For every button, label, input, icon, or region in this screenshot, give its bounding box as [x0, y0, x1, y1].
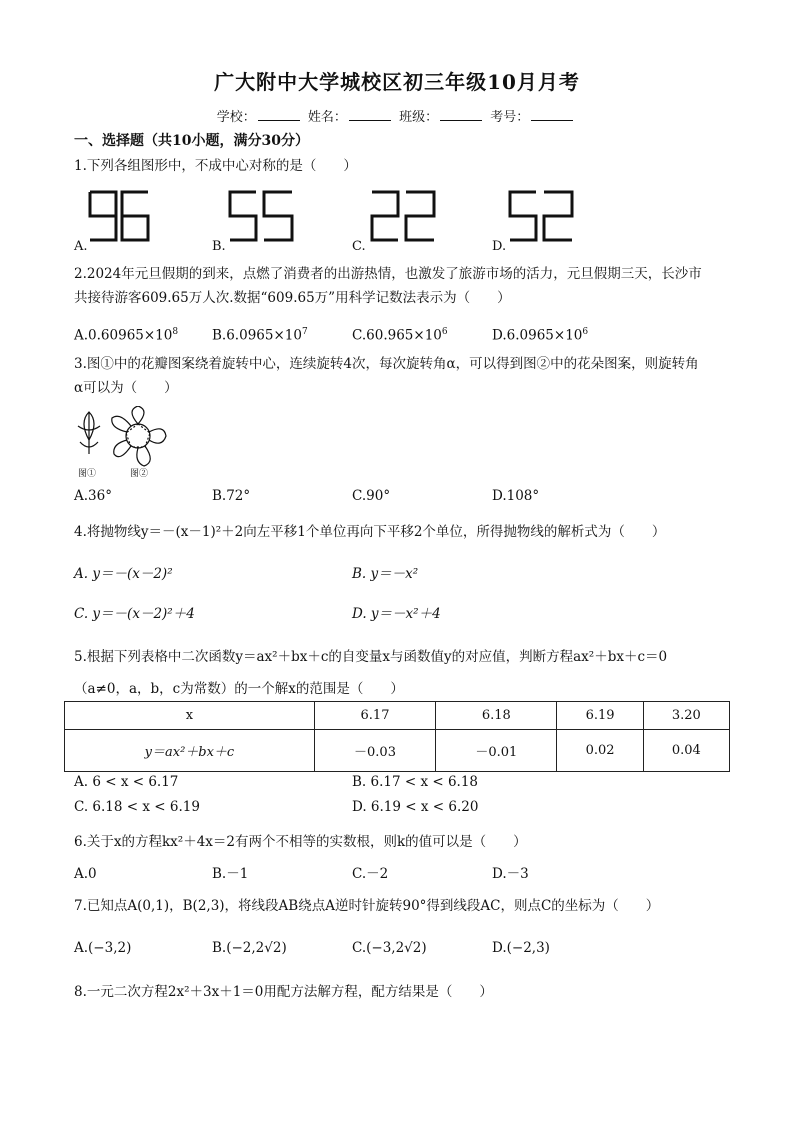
q2-stem-line2: 共接待游客609.65万人次.数据“609.65万”用科学记数法表示为（ ） — [74, 290, 511, 306]
q5-value-table — [64, 701, 730, 772]
table-cell: x — [65, 702, 315, 730]
q5-option-b: B. 6.17 < x < 6.18 — [352, 774, 479, 790]
exam-number-label: 考号： — [490, 110, 530, 125]
q3-option-c: C.90° — [352, 488, 391, 504]
q6-options — [74, 862, 734, 886]
q7-options — [74, 936, 734, 960]
q4-option-c: C. y＝－(x－2)²＋4 — [74, 606, 195, 622]
school-blank[interactable] — [258, 120, 300, 121]
q5-option-a: A. 6 < x < 6.17 — [74, 774, 179, 790]
q4-stem: 4.将抛物线y＝－(x－1)²＋2向左平移1个单位再向下平移2个单位，所得抛物线的解析式为（ ） — [74, 524, 666, 540]
table-cell: 0.02 — [557, 730, 643, 772]
q7-option-a: A.(−3,2) — [74, 940, 132, 956]
table-cell: －0.03 — [314, 730, 435, 772]
q3-option-b: B.72° — [212, 488, 251, 504]
q4-option-b: B. y＝－x² — [352, 566, 419, 582]
q5-stem-line2: （a≠0，a，b，c为常数）的一个解x的范围是（ ） — [74, 681, 404, 697]
q5-option-d: D. 6.19 < x < 6.20 — [352, 799, 479, 815]
table-cell: y＝ax²＋bx＋c — [65, 730, 315, 772]
q2-stem-line1: 2.2024年元旦假期的到来，点燃了消费者的出游热情，也激发了旅游市场的活力，元旦假期三天，长沙市 — [74, 266, 702, 282]
q2-option-b: $B.6.0965\times 10^7$ — [212, 327, 308, 344]
q5-stem-line1: 5.根据下列表格中二次函数y＝ax²＋bx＋c的自变量x与函数值y的对应值，判断方程ax²＋bx＋c＝0 — [74, 649, 668, 665]
q1-option-a-label: A. — [74, 239, 88, 254]
table-cell: 3.20 — [643, 702, 729, 730]
section-heading: 一、选择题（共10小题，满分30分） — [74, 133, 309, 149]
school-label: 学校： — [216, 110, 256, 125]
exam-number-blank[interactable] — [531, 120, 573, 121]
q3-options — [74, 484, 734, 508]
q7-stem: 7.已知点A(0,1)，B(2,3)，将线段AB绕点A逆时针旋转90°得到线段AC，则点C的坐标为（ ） — [74, 898, 660, 914]
q1-option-d-digits-figure — [506, 186, 576, 248]
name-label: 姓名： — [307, 110, 347, 125]
q7-option-c: C.(−3,2√2) — [352, 940, 427, 956]
q3-stem-line2: α可以为（ ） — [74, 380, 178, 396]
q4-option-d: D. y＝－x²＋4 — [352, 606, 441, 622]
q1-option-a-digits-figure — [86, 186, 152, 248]
q4-options-row1 — [74, 562, 734, 586]
q1-stem: 1.下列各组图形中，不成中心对称的是（ ） — [74, 158, 357, 174]
q1-option-d-label: D. — [492, 239, 507, 254]
q1-option-b-label: B. — [212, 239, 226, 254]
student-info — [0, 106, 794, 125]
q3-fig1-label: 图① — [78, 469, 97, 479]
q5-option-c: C. 6.18 < x < 6.19 — [74, 799, 200, 815]
q2-option-a: $A.0.60965\times 10^8$ — [74, 327, 179, 344]
table-row — [65, 702, 730, 730]
q4-options-row2 — [74, 602, 734, 626]
q1-option-b-digits-figure — [226, 186, 296, 248]
q5-options-row1 — [74, 770, 734, 794]
q1-options — [74, 186, 734, 256]
exam-title: 广大附中大学城校区初三年级10月月考 — [214, 70, 580, 94]
q7-option-b: B.(−2,2√2) — [212, 940, 287, 956]
table-cell: 6.17 — [314, 702, 435, 730]
q3-option-d: D.108° — [492, 488, 540, 504]
q2-option-d: $D.6.0965\times 10^6$ — [492, 327, 589, 344]
q7-option-d: D.(−2,3) — [492, 940, 550, 956]
name-blank[interactable] — [349, 120, 391, 121]
q2-options — [74, 320, 734, 344]
q8-stem: 8.一元二次方程2x²＋3x＋1＝0用配方法解方程，配方结果是（ ） — [74, 984, 493, 1000]
q6-option-d: D.－3 — [492, 866, 529, 882]
q6-option-b: B.－1 — [212, 866, 249, 882]
table-cell: 0.04 — [643, 730, 729, 772]
q4-option-a: A. y＝－(x－2)² — [74, 566, 173, 582]
q1-option-c-digits-figure — [368, 186, 438, 248]
class-blank[interactable] — [440, 120, 482, 121]
class-label: 班级： — [399, 110, 439, 125]
table-cell: 6.19 — [557, 702, 643, 730]
q3-figures — [74, 406, 184, 482]
q3-fig2-label: 图② — [130, 469, 149, 479]
table-cell: －0.01 — [436, 730, 557, 772]
q2-option-c: $C.60.965\times 10^6$ — [352, 327, 448, 344]
q1-option-c-label: C. — [352, 239, 366, 254]
q3-stem-line1: 3.图①中的花瓣图案绕着旋转中心，连续旋转4次，每次旋转角α，可以得到图②中的花朵图案，则旋转角 — [74, 356, 699, 372]
table-row — [65, 730, 730, 772]
q5-options-row2 — [74, 795, 734, 819]
q6-stem: 6.关于x的方程kx²＋4x＝2有两个不相等的实数根，则k的值可以是（ ） — [74, 834, 527, 850]
q3-option-a: A.36° — [74, 488, 112, 504]
table-cell: 6.18 — [436, 702, 557, 730]
q6-option-c: C.－2 — [352, 866, 389, 882]
q6-option-a: A.0 — [74, 866, 97, 882]
